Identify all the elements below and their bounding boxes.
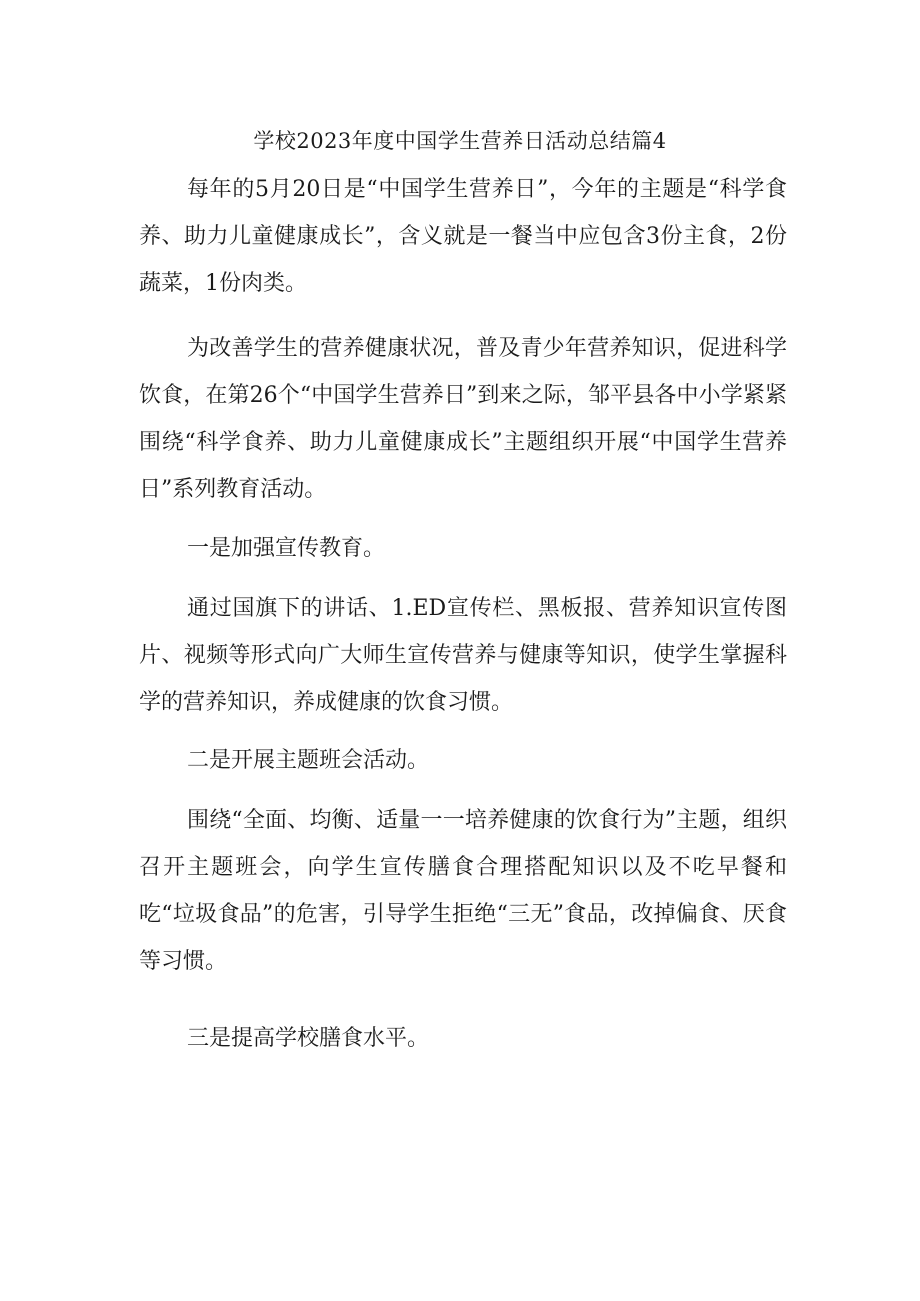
paragraph-nutrition-day-intro: 每年的5月20日是“中国学生营养日”，今年的主题是“科学食养、助力儿童健康成长”，含义就是一餐当中应包含3份主食，2份蔬菜，1份肉类。: [139, 177, 787, 296]
paragraph-class-meeting-details: 围绕“全面、均衡、适量一一培养健康的饮食行为”主题，组织召开主题班会，向学生宣传膳食合理搭配知识以及不吃早餐和吃“垃圾食品”的危害，引导学生拒绝“三无”食品，改掉偏食、厌食等习惯。: [139, 808, 787, 974]
heading-class-meeting: 二是开展主题班会活动。: [187, 748, 430, 773]
heading-meal-quality: 三是提高学校膳食水平。: [187, 1026, 430, 1051]
heading-publicity-education: 一是加强宣传教育。: [187, 536, 386, 561]
paragraph-publicity-details: 通过国旗下的讲话、1.ED宣传栏、黑板报、营养知识宣传图片、视频等形式向广大师生宣传营养与健康等知识，使学生掌握科学的营养知识，养成健康的饮食习惯。: [139, 596, 787, 715]
paragraph-activity-overview: 为改善学生的营养健康状况，普及青少年营养知识，促进科学饮食，在第26个“中国学生营养日”到来之际，邹平县各中小学紧紧围绕“科学食养、助力儿童健康成长”主题组织开展“中国学生营养日”系列教育活动。: [139, 336, 787, 502]
document-title: 学校2023年度中国学生营养日活动总结篇4: [253, 129, 667, 153]
